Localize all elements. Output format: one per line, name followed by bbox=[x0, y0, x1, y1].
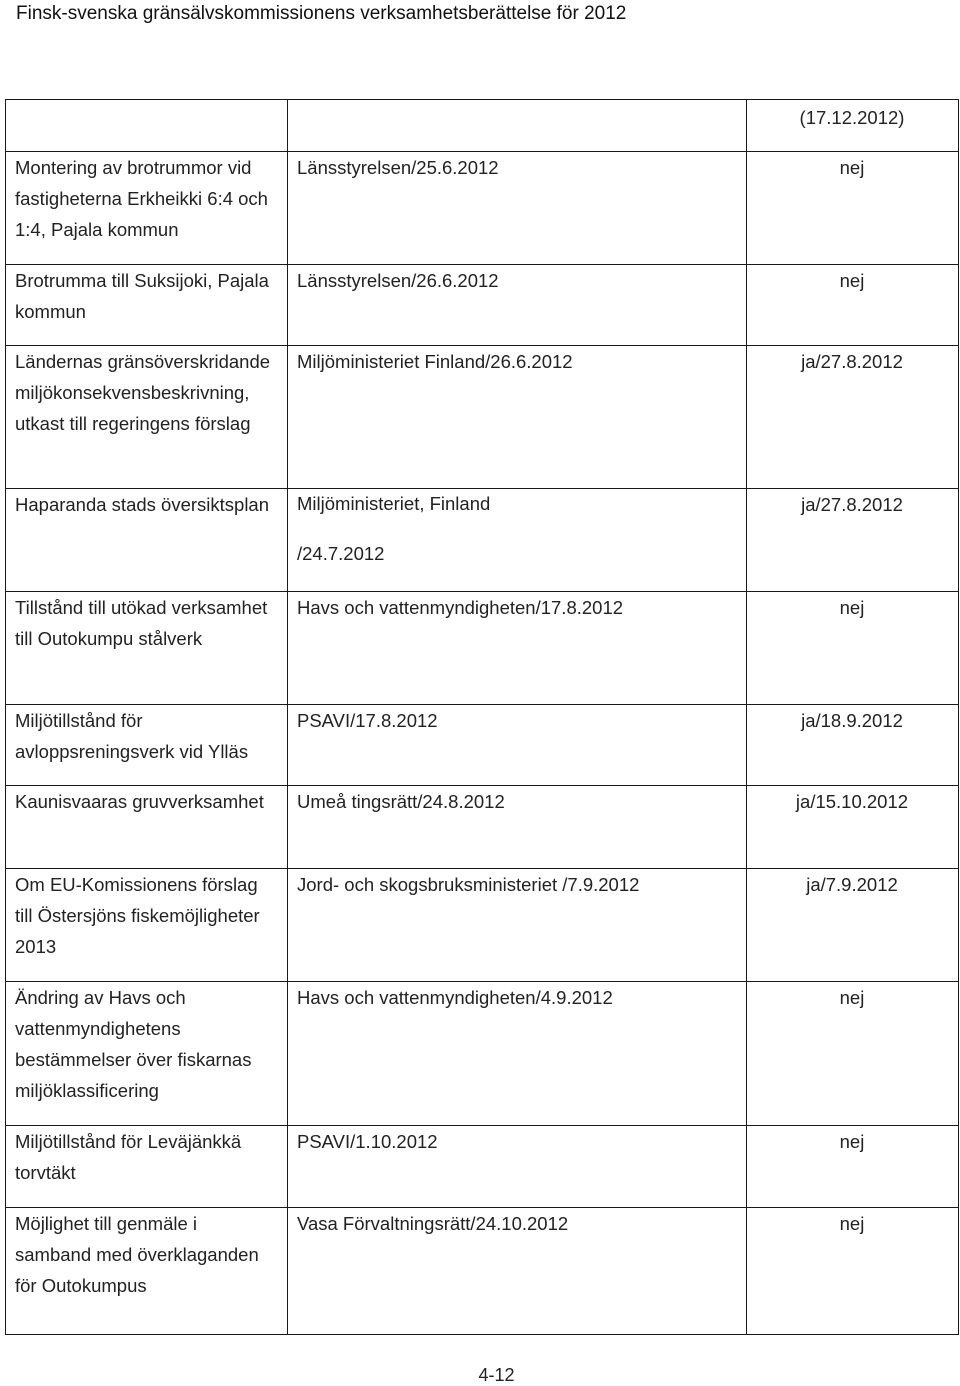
authority-cell: PSAVI/17.8.2012 bbox=[288, 705, 747, 786]
status-cell: nej bbox=[747, 265, 959, 346]
status-cell: ja/27.8.2012 bbox=[747, 346, 959, 489]
authority-cell: Vasa Förvaltningsrätt/24.10.2012 bbox=[288, 1208, 747, 1335]
table-row bbox=[6, 1126, 959, 1208]
status-cell: nej bbox=[747, 982, 959, 1126]
table-row bbox=[6, 982, 959, 1126]
subject-cell: Tillstånd till utökad verksamhet till Outokumpu stålverk bbox=[6, 592, 288, 705]
table-row bbox=[6, 786, 959, 869]
authority-cell: Länsstyrelsen/25.6.2012 bbox=[288, 152, 747, 265]
subject-cell: Om EU-Komissionens förslag till Östersjöns fiskemöjligheter 2013 bbox=[6, 869, 288, 982]
authority-cell: PSAVI/1.10.2012 bbox=[288, 1126, 747, 1208]
authority-cell: Länsstyrelsen/26.6.2012 bbox=[288, 265, 747, 346]
status-cell: ja/15.10.2012 bbox=[747, 786, 959, 869]
status-cell: nej bbox=[747, 1126, 959, 1208]
subject-cell: Ändring av Havs och vattenmyndighetens bestämmelser över fiskarnas miljöklassificering bbox=[6, 982, 288, 1126]
authority-cell: Jord- och skogsbruksministeriet /7.9.2012 bbox=[288, 869, 747, 982]
table-row bbox=[6, 705, 959, 786]
subject-cell: Kaunisvaaras gruvverksamhet bbox=[6, 786, 288, 869]
authority-cell: Havs och vattenmyndigheten/17.8.2012 bbox=[288, 592, 747, 705]
subject-cell: Möjlighet till genmäle i samband med överklaganden för Outokumpus bbox=[6, 1208, 288, 1335]
page-number: 4-12 bbox=[478, 1365, 515, 1385]
subject-cell: Ländernas gränsöverskridande miljökonsekvensbeskrivning, utkast till regeringens förslag bbox=[6, 346, 288, 489]
status-cell: nej bbox=[747, 1208, 959, 1335]
table-row bbox=[6, 265, 959, 346]
table-row bbox=[6, 489, 959, 592]
page-title: Finsk-svenska gränsälvskommissionens verksamhetsberättelse för 2012 bbox=[16, 3, 627, 24]
subject-cell bbox=[6, 100, 288, 152]
status-cell: nej bbox=[747, 152, 959, 265]
table-row bbox=[6, 100, 959, 152]
authority-cell bbox=[288, 100, 747, 152]
table-row bbox=[6, 592, 959, 705]
subject-cell: Brotrumma till Suksijoki, Pajala kommun bbox=[6, 265, 288, 346]
table-row bbox=[6, 869, 959, 982]
status-cell: ja/18.9.2012 bbox=[747, 705, 959, 786]
status-cell: (17.12.2012) bbox=[747, 100, 959, 152]
subject-cell: Miljötillstånd för Leväjänkkä torvtäkt bbox=[6, 1126, 288, 1208]
authority-cell: Miljöministeriet, Finland /24.7.2012 bbox=[288, 489, 747, 592]
table-row bbox=[6, 346, 959, 489]
status-cell: nej bbox=[747, 592, 959, 705]
authority-cell: Miljöministeriet Finland/26.6.2012 bbox=[288, 346, 747, 489]
status-cell: ja/7.9.2012 bbox=[747, 869, 959, 982]
authority-cell: Havs och vattenmyndigheten/4.9.2012 bbox=[288, 982, 747, 1126]
table-row bbox=[6, 1208, 959, 1335]
subject-cell: Haparanda stads översiktsplan bbox=[6, 489, 288, 592]
table-row bbox=[6, 152, 959, 265]
subject-cell: Montering av brotrummor vid fastigheterna Erkheikki 6:4 och 1:4, Pajala kommun bbox=[6, 152, 288, 265]
authority-cell: Umeå tingsrätt/24.8.2012 bbox=[288, 786, 747, 869]
status-cell: ja/27.8.2012 bbox=[747, 489, 959, 592]
statements-table bbox=[5, 99, 959, 1335]
subject-cell: Miljötillstånd för avloppsreningsverk vid Ylläs bbox=[6, 705, 288, 786]
